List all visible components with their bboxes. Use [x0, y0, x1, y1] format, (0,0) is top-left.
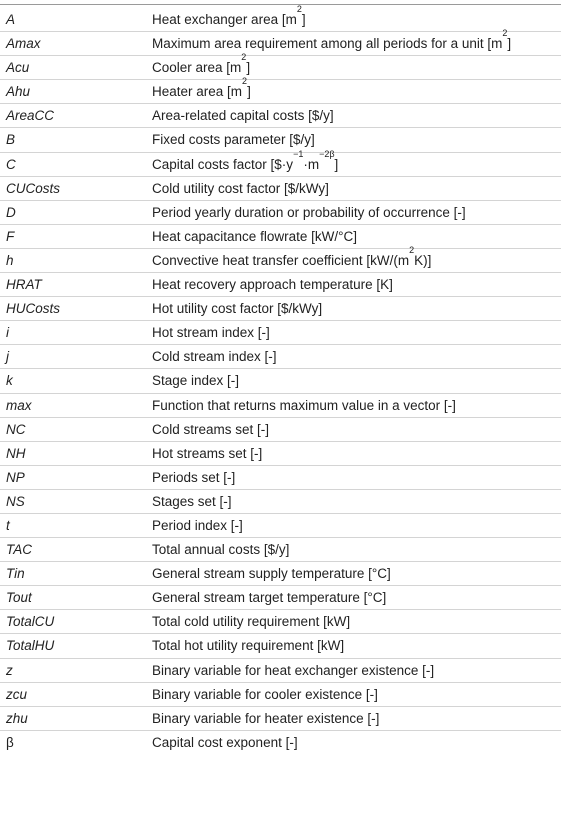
symbol-cell: TotalHU [6, 638, 55, 654]
description-text: Binary variable for cooler existence [-] [152, 686, 378, 702]
description-cell [152, 638, 344, 653]
symbol-cell: zcu [6, 686, 28, 702]
description-cell [152, 108, 334, 123]
description-cell [152, 398, 456, 413]
symbol-cell: TotalCU [6, 614, 55, 630]
symbol-cell: i [6, 325, 9, 341]
description-cell [152, 205, 466, 220]
description-text: Total hot utility requirement [kW] [152, 638, 345, 654]
description-text: Convective heat transfer coefficient [kW/(m [152, 252, 410, 268]
description-text: Capital costs factor [$·y [152, 156, 294, 172]
symbol-cell: NS [6, 493, 25, 509]
description-cell [152, 614, 350, 629]
table-row [0, 538, 561, 562]
description-cell [152, 244, 432, 268]
description-text: Function that returns maximum value in a vector [-] [152, 397, 456, 413]
symbol-cell: j [6, 349, 9, 365]
description-text: General stream target temperature [°C] [152, 590, 387, 606]
superscript-text: 2 [242, 76, 248, 87]
description-cell [152, 28, 512, 52]
table-row [0, 514, 561, 538]
superscript-text: −1 [293, 148, 304, 159]
description-cell [152, 494, 232, 509]
table-row [0, 76, 561, 104]
description-cell [152, 566, 391, 581]
symbol-cell: zhu [6, 710, 28, 726]
description-text: Cold streams set [-] [152, 421, 270, 437]
description-cell [152, 373, 239, 388]
description-cell [152, 52, 251, 76]
description-cell [152, 325, 270, 340]
symbol-cell: A [6, 12, 16, 27]
table-row [0, 244, 561, 273]
symbol-cell: HUCosts [6, 301, 61, 317]
superscript-text: 2 [502, 28, 508, 39]
description-text: Binary variable for heater existence [-] [152, 710, 380, 726]
description-cell [152, 663, 434, 678]
description-text: ·m [303, 156, 320, 172]
table-row [0, 418, 561, 442]
description-text: ] [301, 12, 306, 27]
symbol-cell: AreaCC [6, 108, 55, 124]
symbol-cell: h [6, 252, 14, 268]
description-cell [152, 518, 243, 533]
description-cell [152, 422, 269, 437]
description-text: Hot stream index [-] [152, 325, 270, 341]
table-row [0, 610, 561, 634]
description-text: ] [507, 36, 512, 52]
description-text: ] [247, 84, 251, 100]
table-row [0, 442, 561, 466]
table-row [0, 104, 561, 128]
superscript-text: 2 [409, 244, 415, 255]
table-row [0, 369, 561, 393]
symbol-cell: NP [6, 469, 25, 485]
table-row [0, 562, 561, 586]
description-text: Area-related capital costs [$/y] [152, 108, 334, 124]
description-text: Heater area [m [152, 84, 243, 100]
description-cell [152, 76, 251, 100]
table-row [0, 225, 561, 249]
description-cell [152, 277, 393, 292]
description-text: ] [334, 156, 339, 172]
table-row [0, 731, 561, 755]
symbol-cell: t [6, 517, 10, 533]
superscript-text: −2β [319, 148, 335, 159]
description-text: Heat capacitance flowrate [kW/°C] [152, 228, 357, 244]
symbol-cell: Amax [6, 36, 41, 52]
table-row [0, 490, 561, 514]
symbol-cell: Tout [6, 590, 32, 606]
table-row [0, 128, 561, 152]
description-cell [152, 446, 262, 461]
description-cell [152, 181, 329, 196]
description-text: Stage index [-] [152, 373, 240, 389]
symbol-cell: k [6, 373, 13, 389]
description-text: Heat recovery approach temperature [K] [152, 277, 393, 293]
description-text: Hot streams set [-] [152, 445, 263, 461]
symbol-cell: Ahu [6, 84, 31, 100]
description-text: Cold utility cost factor [$/kWy] [152, 180, 329, 196]
table-row [0, 466, 561, 490]
description-cell [152, 590, 386, 605]
description-cell [152, 542, 289, 557]
description-text: ] [246, 60, 251, 76]
description-cell [152, 711, 379, 726]
symbol-cell: TAC [6, 542, 32, 558]
description-text: Maximum area requirement among all periods for a unit [m [152, 36, 503, 52]
description-text: Capital cost exponent [-] [152, 734, 298, 750]
description-cell [152, 687, 378, 702]
symbol-cell: NH [6, 445, 26, 461]
symbol-cell: z [6, 662, 13, 678]
symbol-cell: Acu [6, 60, 30, 76]
description-text: Binary variable for heat exchanger existence [-] [152, 662, 435, 678]
table-top-rule [0, 4, 561, 5]
symbol-cell: max [6, 397, 32, 413]
description-text: General stream supply temperature [°C] [152, 566, 391, 582]
table-row [0, 273, 561, 297]
symbol-cell: C [6, 156, 16, 172]
symbol-cell: B [6, 132, 16, 148]
symbol-cell: CUCosts [6, 180, 61, 196]
symbol-cell: D [6, 204, 16, 220]
description-text: Total cold utility requirement [kW] [152, 614, 351, 630]
description-text: Stages set [-] [152, 493, 232, 509]
symbol-cell: β [6, 734, 14, 750]
description-text: K)] [414, 252, 432, 268]
table-row [0, 148, 561, 177]
description-text: Heat exchanger area [m [152, 12, 297, 27]
description-cell [152, 4, 306, 27]
symbol-cell: HRAT [6, 277, 42, 293]
table-row [0, 634, 561, 658]
superscript-text: 2 [241, 52, 247, 63]
table-row [0, 683, 561, 707]
table-row [0, 321, 561, 345]
table-row [0, 394, 561, 418]
table-row [0, 707, 561, 731]
description-cell [152, 349, 277, 364]
table-row [0, 4, 561, 32]
table-body [0, 4, 561, 755]
description-text: Total annual costs [$/y] [152, 542, 290, 558]
description-text: Cold stream index [-] [152, 349, 277, 365]
table-row [0, 586, 561, 610]
symbol-cell: F [6, 228, 15, 244]
description-text: Periods set [-] [152, 469, 236, 485]
table-row [0, 52, 561, 80]
symbol-cell: NC [6, 421, 26, 437]
superscript-text: 2 [296, 4, 302, 14]
description-text: Hot utility cost factor [$/kWy] [152, 301, 323, 317]
description-cell [152, 132, 315, 147]
description-cell [152, 470, 235, 485]
table-row [0, 177, 561, 201]
description-text: Period index [-] [152, 517, 243, 533]
table-row [0, 297, 561, 321]
symbol-cell: Tin [6, 566, 25, 582]
description-cell [152, 735, 298, 750]
table-row [0, 28, 561, 56]
description-text: Period yearly duration or probability of occurrence [-] [152, 204, 466, 220]
description-text: Cooler area [m [152, 60, 242, 76]
description-cell [152, 301, 322, 316]
table-row [0, 659, 561, 683]
description-text: Fixed costs parameter [$/y] [152, 132, 315, 148]
description-cell [152, 229, 357, 244]
table-row [0, 201, 561, 225]
table-row [0, 345, 561, 369]
